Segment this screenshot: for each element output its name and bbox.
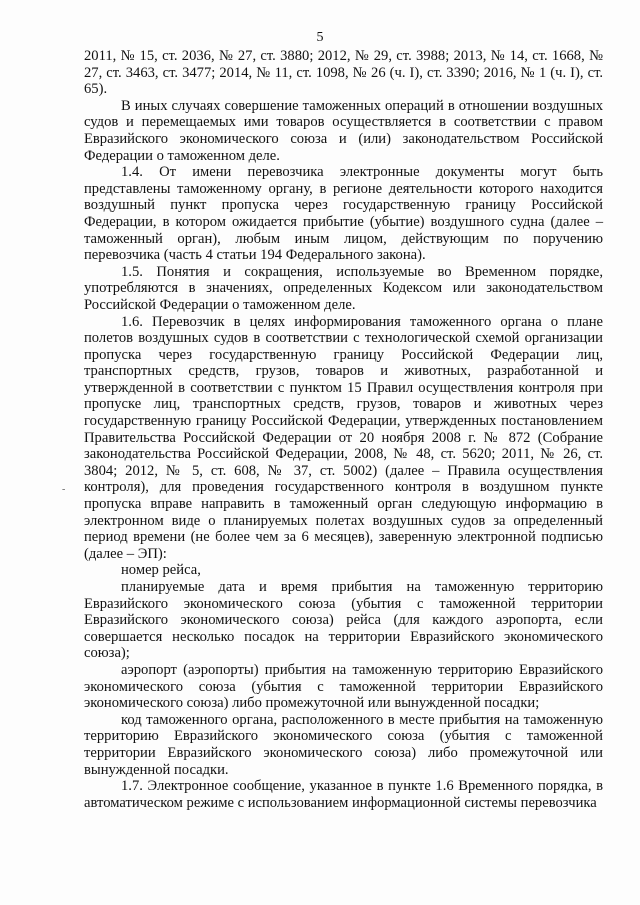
paragraph-1-7: 1.7. Электронное сообщение, указанное в пункте 1.6 Временного порядка, в автоматическом режиме с использованием информационной системы перевозчика	[84, 778, 603, 811]
paragraph-1-4: 1.4. От имени перевозчика электронные документы могут быть представлены таможенному органу, в регионе деятельности которого находится воздушный пункт пропуска через государственную границу Российской Федерации, в котором ожидается прибытие (убытие) воздушного судна (далее – таможенный орган), любым иным лицом, действующим по поручению перевозчика (часть 4 статьи 194 Федерального закона).	[84, 164, 603, 264]
list-item-flight-number: номер рейса,	[121, 562, 201, 579]
paragraph-1-6: 1.6. Перевозчик в целях информирования таможенного органа о плане полетов воздушных судов в соответствии с технологической схемой организации пропуска через государственную границу Российской Федерации лиц, транспортных средств, грузов, товаров и животных, разработанной и утвержденной в соответствии с пунктом 15 Правил осуществления контроля при пропуске лиц, транспортных средств, грузов, товаров и животных через государственную границу Российской Федерации, утвержденных постановлением Правительства Российской Федерации от 20 ноября 2008 г. № 872 (Собрание законодательства Российской Федерации, 2008, № 48, ст. 5620; 2011, № 26, ст. 3804; 2012, № 5, ст. 608, № 37, ст. 5002) (далее – Правила осуществления контроля), для проведения государственного контроля в воздушном пункте пропуска вправе направить в таможенный орган следующую информацию в электронном виде о планируемых полетах воздушных судов за определенный период времени (не более чем за 6 месяцев), заверенную электронной подписью (далее – ЭП):	[84, 313, 603, 562]
list-item-airports: аэропорт (аэропорты) прибытия на таможенную территорию Евразийского экономического союза (убытия с таможенной территории Евразийского экономического союза) либо промежуточной или вынужденной посадки;	[84, 661, 603, 712]
paragraph-1-5: 1.5. Понятия и сокращения, используемые во Временном порядке, употребляются в значениях, определенных Кодексом или законодательством Российской Федерации о таможенном деле.	[84, 263, 603, 313]
list-item-planned-date-time: планируемые дата и время прибытия на таможенную территорию Евразийского экономического союза (убытия с таможенной территории Евразийского экономического союза) рейса (для каждого аэропорта, если совершается несколько посадок на территории Евразийского экономического союза);	[84, 579, 603, 662]
document-body	[84, 48, 603, 811]
page-number: 5	[316, 30, 324, 45]
paragraph-citation-continuation: 2011, № 15, ст. 2036, № 27, ст. 3880; 2012, № 29, ст. 3988; 2013, № 14, ст. 1668, № 27, ст. 3463, ст. 3477; 2014, № 11, ст. 1098, № 26 (ч. I), ст. 3390; 2016, № 1 (ч. I), ст. 65).	[84, 48, 603, 98]
list-item-customs-code: код таможенного органа, расположенного в месте прибытия на таможенную территорию Евразийского экономического союза (убытия с таможенной территории Евразийского экономического союза) либо промежуточной или вынужденной посадки.	[84, 711, 603, 778]
margin-mark: -	[62, 484, 66, 495]
paragraph-other-cases: В иных случаях совершение таможенных операций в отношении воздушных судов и перемещаемых ими товаров осуществляется в соответствии с правом Евразийского экономического союза и (или) законодательством Российской Федерации о таможенном деле.	[84, 97, 603, 164]
